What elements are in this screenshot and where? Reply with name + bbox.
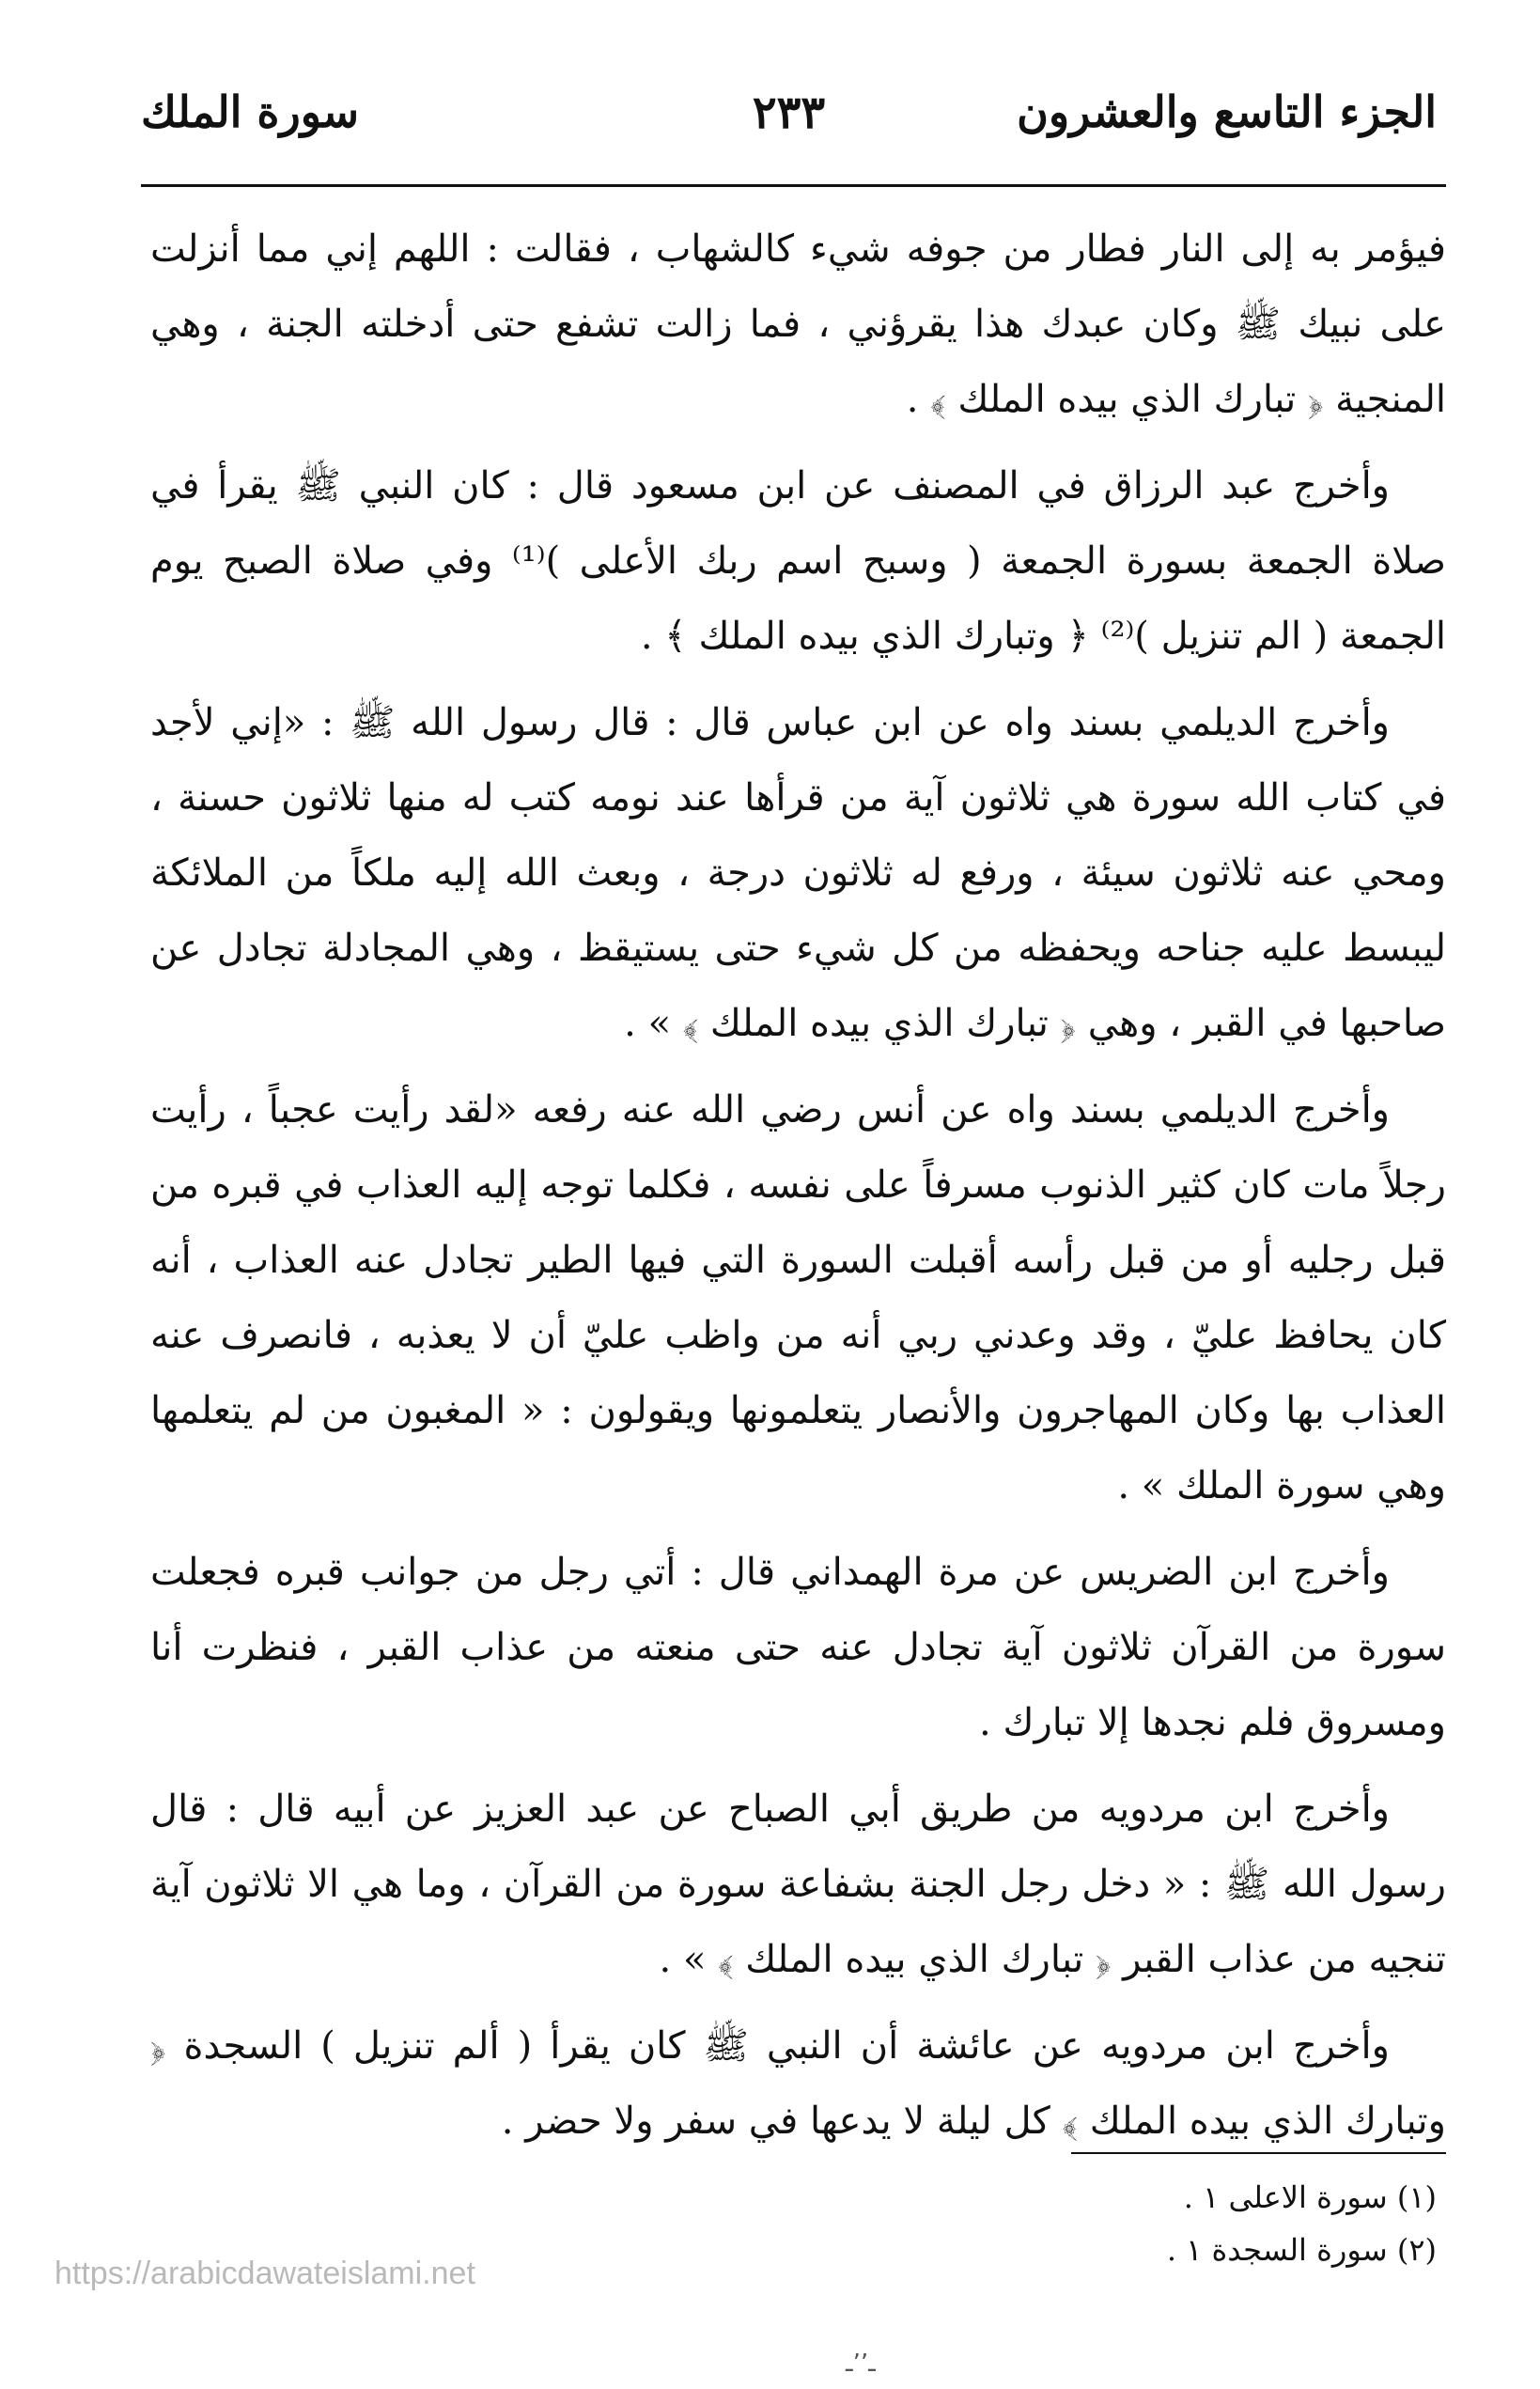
footnote-divider xyxy=(1071,2152,1446,2154)
paragraph: فيؤمر به إلى النار فطار من جوفه شيء كالشهاب ، فقالت : اللهم إني مما أنزلت على نبيك ﷺ وكان عبدك هذا يقرؤني ، فما زالت تشفع حتى أدخلته الجنة ، وهي المنجية ﴿ تبارك الذي بيده الملك ﴾ . xyxy=(150,227,1446,421)
footnote: (١) سورة الاعلى ١ . xyxy=(1183,2179,1437,2215)
running-header xyxy=(141,86,1437,162)
footnote: (٢) سورة السجدة ١ . xyxy=(1166,2232,1437,2268)
paragraph: وأخرج ابن مردويه عن عائشة أن النبي ﷺ كان يقرأ ( ألم تنزيل ) السجدة ﴿ وتبارك الذي بيده الملك ﴾ كل ليلة لا يدعها في سفر ولا حضر . xyxy=(150,2024,1446,2143)
paragraph: وأخرج عبد الرزاق في المصنف عن ابن مسعود قال : كان النبي ﷺ يقرأ في صلاة الجمعة بسورة الجمعة ( وسبح اسم ربك الأعلى )⁽¹⁾ وفي صلاة الصبح يوم الجمعة ( الم تنزيل )⁽²⁾ ﴿ وتبارك الذي بيده الملك ﴾ . xyxy=(150,464,1446,658)
header-divider xyxy=(141,184,1446,187)
paragraph: وأخرج الديلمي بسند واه عن ابن عباس قال : قال رسول الله ﷺ : «إني لأجد في كتاب الله سورة هي ثلاثون آية من قرأها عند نومه كتب له منها ثلاثون حسنة ، ومحي عنه ثلاثون سيئة ، ورفع له ثلاثون درجة ، وبعث الله إليه ملكاً من الملائكة ليبسط عليه جناحه ويحفظه من كل شيء حتى يستيقظ ، وهي المجادلة تجادل عن صاحبها في القبر ، وهي ﴿ تبارك الذي بيده الملك ﴾ » . xyxy=(150,701,1446,1045)
paragraph: وأخرج ابن مردويه من طريق أبي الصباح عن عبد العزيز عن أبيه قال : قال رسول الله ﷺ : « دخل رجل الجنة بشفاعة سورة من القرآن ، وما هي الا ثلاثون آية تنجيه من عذاب القبر ﴿ تبارك الذي بيده الملك ﴾ » . xyxy=(150,1788,1446,1981)
page-bottom-mark: ـ٬٬ـ xyxy=(846,2350,876,2378)
main-text xyxy=(150,211,1446,2170)
footnotes xyxy=(846,2171,1437,2276)
watermark-url: https://arabicdawateislami.net xyxy=(54,2256,475,2291)
part-title: الجزء التاسع والعشرون xyxy=(1017,86,1437,137)
surah-title: سورة الملك xyxy=(141,86,360,137)
page-number: ٢٣٣ xyxy=(752,86,826,139)
paragraph: وأخرج الديلمي بسند واه عن أنس رضي الله عنه رفعه «لقد رأيت عجباً ، رأيت رجلاً مات كان كثير الذنوب مسرفاً على نفسه ، فكلما توجه إليه العذاب في قبره من قبل رجليه أو من قبل رأسه أقبلت السورة التي فيها الطير تجادل عنه العذاب ، أنه كان يحافظ عليّ ، وقد وعدني ربي أنه من واظب عليّ أن لا يعذبه ، فانصرف عنه العذاب بها وكان المهاجرون والأنصار يتعلمونها ويقولون : « المغبون من لم يتعلمها وهي سورة الملك » . xyxy=(150,1088,1447,1507)
paragraph: وأخرج ابن الضريس عن مرة الهمداني قال : أتي رجل من جوانب قبره فجعلت سورة من القرآن ثلاثون آية تجادل عنه حتى منعته من عذاب القبر ، فنظرت أنا ومسروق فلم نجدها إلا تبارك . xyxy=(150,1551,1446,1744)
